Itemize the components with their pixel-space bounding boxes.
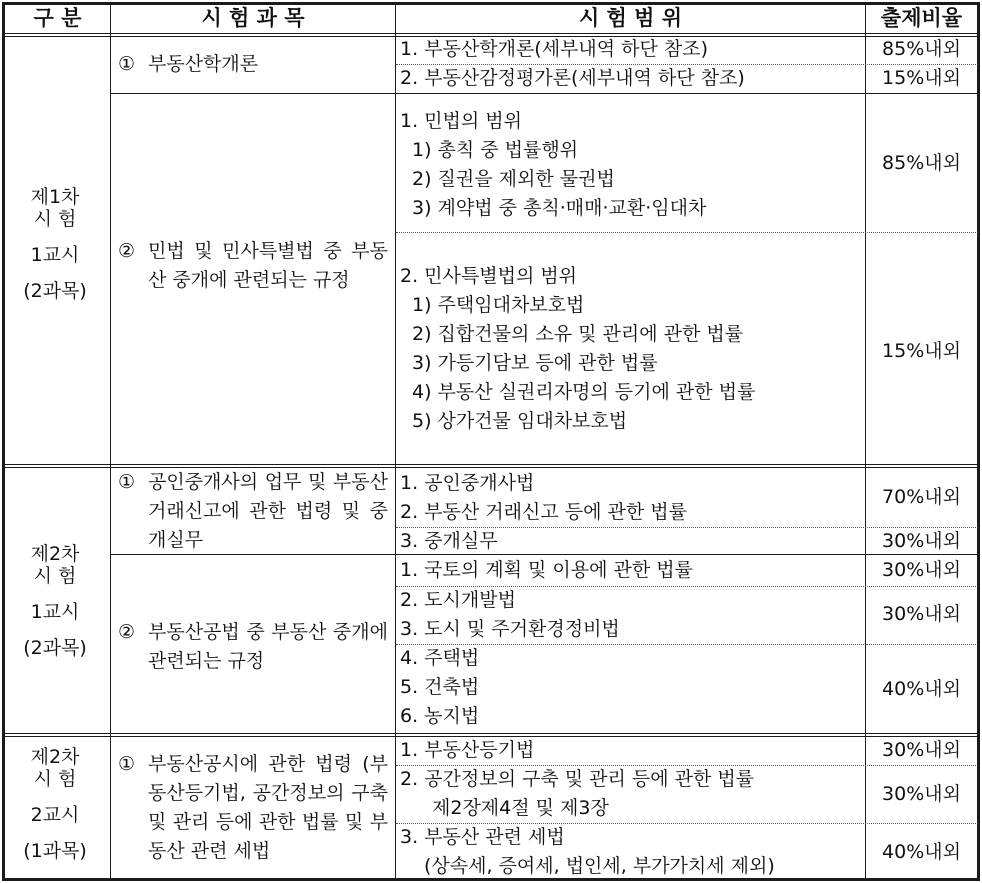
subject-number: ②: [118, 621, 136, 643]
subject-number: ①: [118, 53, 136, 75]
subject-number: ①: [118, 471, 136, 493]
range-item: 1. 민법의 범위: [400, 110, 522, 132]
subject-rule-1: [110, 93, 978, 94]
subject-text: 부동산학개론: [148, 53, 259, 75]
ratio-value: 15%내외: [882, 340, 961, 362]
exam1-category: [0, 186, 110, 302]
subject-text: 공인중개사의 업무 및 부동산 거래신고에 관한 법령 및 중개실무: [148, 471, 388, 551]
header-ratio: 출제비율: [880, 6, 963, 30]
range-item: 3. 중개실무: [400, 530, 498, 552]
range-item: 5. 건축법: [400, 676, 480, 698]
header-rule-1: [2, 33, 980, 34]
exam2b-category: [0, 746, 110, 862]
category-session: 1교시: [30, 601, 80, 623]
range-item: 2. 공간정보의 구축 및 관리 등에 관한 법률: [400, 768, 755, 790]
range-subitem: (상속세, 증여세, 법인세, 부가가치세 제외): [424, 855, 775, 877]
range-dots: [396, 765, 978, 766]
subject-number: ①: [118, 753, 136, 775]
range-subitem: 1) 총칙 중 법률행위: [412, 139, 579, 161]
exam1-subject-1: [118, 50, 388, 79]
range-subitem: 2) 집합건물의 소유 및 관리에 관한 법률: [412, 323, 744, 345]
range-dots: [396, 586, 978, 587]
subject-number: ②: [118, 240, 136, 262]
range-item: 2. 부동산 거래신고 등에 관한 법률: [400, 501, 687, 523]
ratio-value: 30%내외: [882, 603, 961, 625]
ratio-value: 30%내외: [882, 739, 961, 761]
range-subitem: 제2장제4절 및 제3장: [432, 797, 609, 819]
range-item: 3. 도시 및 주거환경정비법: [400, 618, 620, 640]
range-dots: [396, 527, 978, 528]
range-item: 1. 부동산학개론(세부내역 하단 참조): [400, 38, 709, 60]
category-line1: 제2차: [30, 543, 80, 565]
ratio-value: 85%내외: [882, 38, 961, 60]
ratio-value: 85%내외: [882, 152, 961, 174]
exam2a-subject-1: [118, 468, 388, 555]
range-item: 2. 민사특별법의 범위: [400, 265, 578, 287]
range-item: 1. 부동산등기법: [400, 739, 535, 761]
range-item: 2. 부동산감정평가론(세부내역 하단 참조): [400, 67, 745, 89]
table-border-right: [977, 2, 980, 881]
subject-text: 부동산공시에 관한 법령 (부동산등기법, 공간정보의 구축 및 관리 등에 관한 법률 및 부동산 관련 세법: [148, 753, 388, 862]
category-line2: 시 험: [33, 768, 77, 790]
range-dots: [396, 232, 978, 233]
category-count: (1과목): [23, 840, 87, 862]
header-range: 시 험 범 위: [578, 6, 683, 30]
category-session: 2교시: [30, 804, 80, 826]
category-count: (2과목): [23, 280, 87, 302]
section-rule-b1: [2, 733, 980, 734]
section-rule-b2: [2, 736, 980, 737]
category-line1: 제2차: [30, 746, 80, 768]
range-subitem: 2) 질권을 제외한 물권법: [412, 168, 615, 190]
range-item: 2. 도시개발법: [400, 589, 516, 611]
header-rule-2: [2, 36, 980, 37]
range-dots: [396, 823, 978, 824]
range-subitem: 4) 부동산 실권리자명의 등기에 관한 법률: [412, 381, 756, 403]
range-subitem: 3) 계약법 중 총칙·매매·교환·임대차: [412, 197, 707, 219]
header-category: 구 분: [33, 6, 82, 30]
range-item: 1. 국토의 계획 및 이용에 관한 법률: [400, 559, 693, 581]
header-subject: 시 험 과 목: [201, 6, 305, 30]
ratio-value: 40%내외: [882, 841, 961, 863]
ratio-value: 30%내외: [882, 783, 961, 805]
range-dots: [396, 64, 978, 65]
range-item: 4. 주택법: [400, 647, 480, 669]
col-sep-1: [110, 2, 111, 881]
range-dots: [396, 644, 866, 645]
range-dots: [866, 644, 978, 645]
exam1-subject-2: [118, 237, 388, 295]
col-sep-2: [395, 2, 396, 881]
exam2a-category: [0, 543, 110, 659]
ratio-value: 70%내외: [882, 486, 961, 508]
category-line1: 제1차: [30, 186, 80, 208]
ratio-value: 15%내외: [882, 67, 961, 89]
category-count: (2과목): [23, 637, 87, 659]
exam2a-subject-2: [118, 618, 388, 676]
category-session: 1교시: [30, 244, 80, 266]
range-item: 6. 농지법: [400, 705, 480, 727]
ratio-value: 40%내외: [882, 678, 961, 700]
ratio-value: 30%내외: [882, 559, 961, 581]
range-item: 1. 공인중개사법: [400, 472, 535, 494]
category-line2: 시 험: [33, 208, 77, 230]
range-item: 3. 부동산 관련 세법: [400, 826, 565, 848]
range-subitem: 5) 상가건물 임대차보호법: [412, 410, 628, 432]
exam2b-subject-1: [118, 750, 388, 866]
subject-text: 민법 및 민사특별법 중 부동산 중개에 관련되는 규정: [148, 240, 388, 291]
range-subitem: 1) 주택임대차보호법: [412, 294, 585, 316]
table-border-bottom: [2, 878, 980, 881]
subject-text: 부동산공법 중 부동산 중개에 관련되는 규정: [148, 621, 388, 672]
category-line2: 시 험: [33, 565, 77, 587]
section-rule-a1: [2, 464, 980, 465]
ratio-value: 30%내외: [882, 530, 961, 552]
range-subitem: 3) 가등기담보 등에 관한 법률: [412, 352, 658, 374]
